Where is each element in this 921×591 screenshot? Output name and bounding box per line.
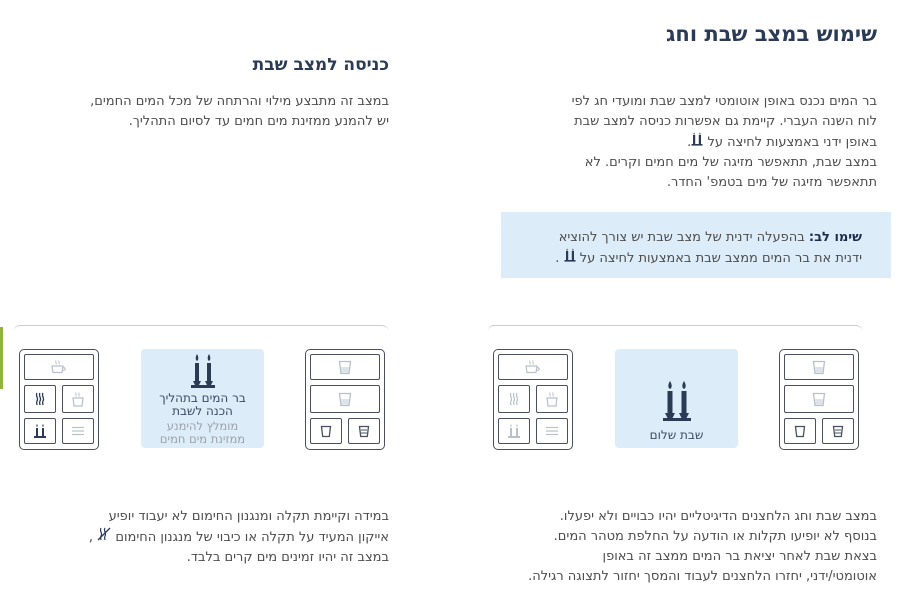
glass-icon — [812, 392, 826, 407]
hot-cup-icon — [524, 360, 542, 374]
note-label: שימו לב: — [808, 230, 862, 245]
candles-icon — [190, 353, 216, 389]
candles-icon — [662, 379, 692, 423]
right-intro-line: בר המים נכנס באופן אוטומטי למצב שבת ומועדי חג לפי — [571, 94, 877, 109]
device-panel-water-buttons — [305, 349, 385, 450]
menu-button — [536, 418, 568, 444]
left-intro-line: יש להמנע ממזינת מים חמים עד לסיום התהליך. — [128, 114, 389, 129]
status-screen — [141, 349, 264, 448]
left-bottom-line: במידה וקיימת תקלה ומנגנון החימום לא יעבוד יופיע — [108, 509, 389, 524]
left-bottom-paragraph — [9, 507, 389, 568]
large-cup-button — [822, 418, 854, 444]
section-divider — [488, 325, 862, 335]
menu-lines-icon — [545, 426, 559, 436]
hot-cup-icon — [50, 360, 68, 374]
status-main-line: הכנה לשבת — [172, 404, 233, 418]
menu-lines-icon — [71, 426, 85, 436]
right-intro-line: במצב שבת, תתאפשר מזיגה של מים חמים וקרים. לא — [584, 155, 877, 170]
left-intro-paragraph — [9, 92, 389, 132]
section-subtitle: כניסה למצב שבת — [252, 55, 389, 75]
steam-button — [24, 385, 56, 413]
attention-note: שימו לב: בהפעלה ידנית של מצב שבת יש צורך להוציא ידנית את בר המים ממצב שבת באמצעות לחיצה על . — [501, 212, 891, 278]
tea-button — [536, 385, 568, 413]
right-bottom-line: בנוסף לא יופיעו תקלות או הודעה על החלפת מטהר המים. — [553, 529, 877, 544]
candles-icon — [564, 248, 576, 269]
cup-icon — [832, 425, 844, 438]
candles-icon — [33, 423, 47, 439]
right-bottom-line: במצב שבת וחג הלחצנים הדיגיטליים יהיו כבויים ולא יפעלו. — [559, 509, 877, 524]
candles-icon — [691, 132, 703, 153]
right-intro-line: תתאפשר מזיגה של מים בטמפ' החדר. — [666, 175, 877, 190]
glass-icon — [338, 392, 352, 407]
section-divider — [14, 325, 388, 335]
room-water-button — [784, 385, 854, 413]
heating-off-icon — [97, 527, 111, 548]
small-cup-button — [784, 418, 816, 444]
room-water-button — [310, 385, 380, 413]
hot-water-button — [498, 354, 568, 380]
right-bottom-line: אוטומטי/ידני, יחזרו הלחצנים לעבוד והמסך יחזור לתצוגה רגילה. — [528, 569, 877, 584]
note-text: ידנית את בר המים ממצב שבת באמצעות לחיצה על — [579, 251, 862, 266]
status-sub-line: מומלץ להימנע — [166, 419, 239, 433]
note-text: בהפעלה ידנית של מצב שבת יש צורך להוציא — [558, 230, 809, 245]
right-intro-paragraph — [457, 92, 877, 193]
page-title: שימוש במצב שבת וחג — [666, 22, 877, 46]
device-panel-water-buttons — [779, 349, 859, 450]
right-bottom-paragraph — [447, 507, 877, 587]
status-text: שבת שלום — [649, 428, 704, 442]
cup-icon — [794, 425, 806, 438]
menu-button — [62, 418, 94, 444]
left-bottom-line: אייקון המעיד על תקלה או כיבוי של מנגנון החימום , — [9, 527, 389, 548]
status-sub-line: ממזינת מים חמים — [159, 432, 246, 446]
left-bottom-line-text: אייקון המעיד על תקלה או כיבוי של מנגנון החימום — [115, 530, 389, 545]
page-edge-accent — [0, 327, 3, 389]
status-main-line: בר המים בתהליך — [159, 391, 246, 405]
cup-icon — [358, 425, 370, 438]
right-intro-line-text: באופן ידני באמצעות לחיצה על — [707, 135, 877, 150]
hot-water-button — [24, 354, 94, 380]
shabbat-button — [498, 418, 530, 444]
status-screen — [615, 349, 738, 448]
left-intro-line: במצב זה מתבצע מילוי והרתחה של מכל המים החמים, — [90, 94, 389, 109]
steam-icon — [508, 392, 520, 406]
cold-water-button — [784, 354, 854, 380]
cold-glass-icon — [338, 360, 352, 375]
large-cup-button — [348, 418, 380, 444]
right-intro-line: באופן ידני באמצעות לחיצה על . — [457, 132, 877, 153]
shabbat-button — [24, 418, 56, 444]
small-cup-button — [310, 418, 342, 444]
device-panel-functions — [19, 349, 99, 450]
hot-cup-icon — [71, 392, 85, 407]
device-panel-functions — [493, 349, 573, 450]
steam-button — [498, 385, 530, 413]
steam-icon — [34, 392, 46, 406]
cold-water-button — [310, 354, 380, 380]
tea-button — [62, 385, 94, 413]
left-bottom-line: במצב זה יהיו זמינים מים קרים בלבד. — [186, 550, 389, 565]
right-bottom-line: בצאת שבת לאחר יציאת בר המים ממצב זה באופן — [602, 549, 877, 564]
right-intro-line: לוח השנה העברי. קיימת גם אפשרות כניסה למצב שבת — [574, 114, 877, 129]
cup-icon — [320, 425, 332, 438]
hot-cup-icon — [545, 392, 559, 407]
cold-glass-icon — [812, 360, 826, 375]
candles-icon — [507, 423, 521, 439]
